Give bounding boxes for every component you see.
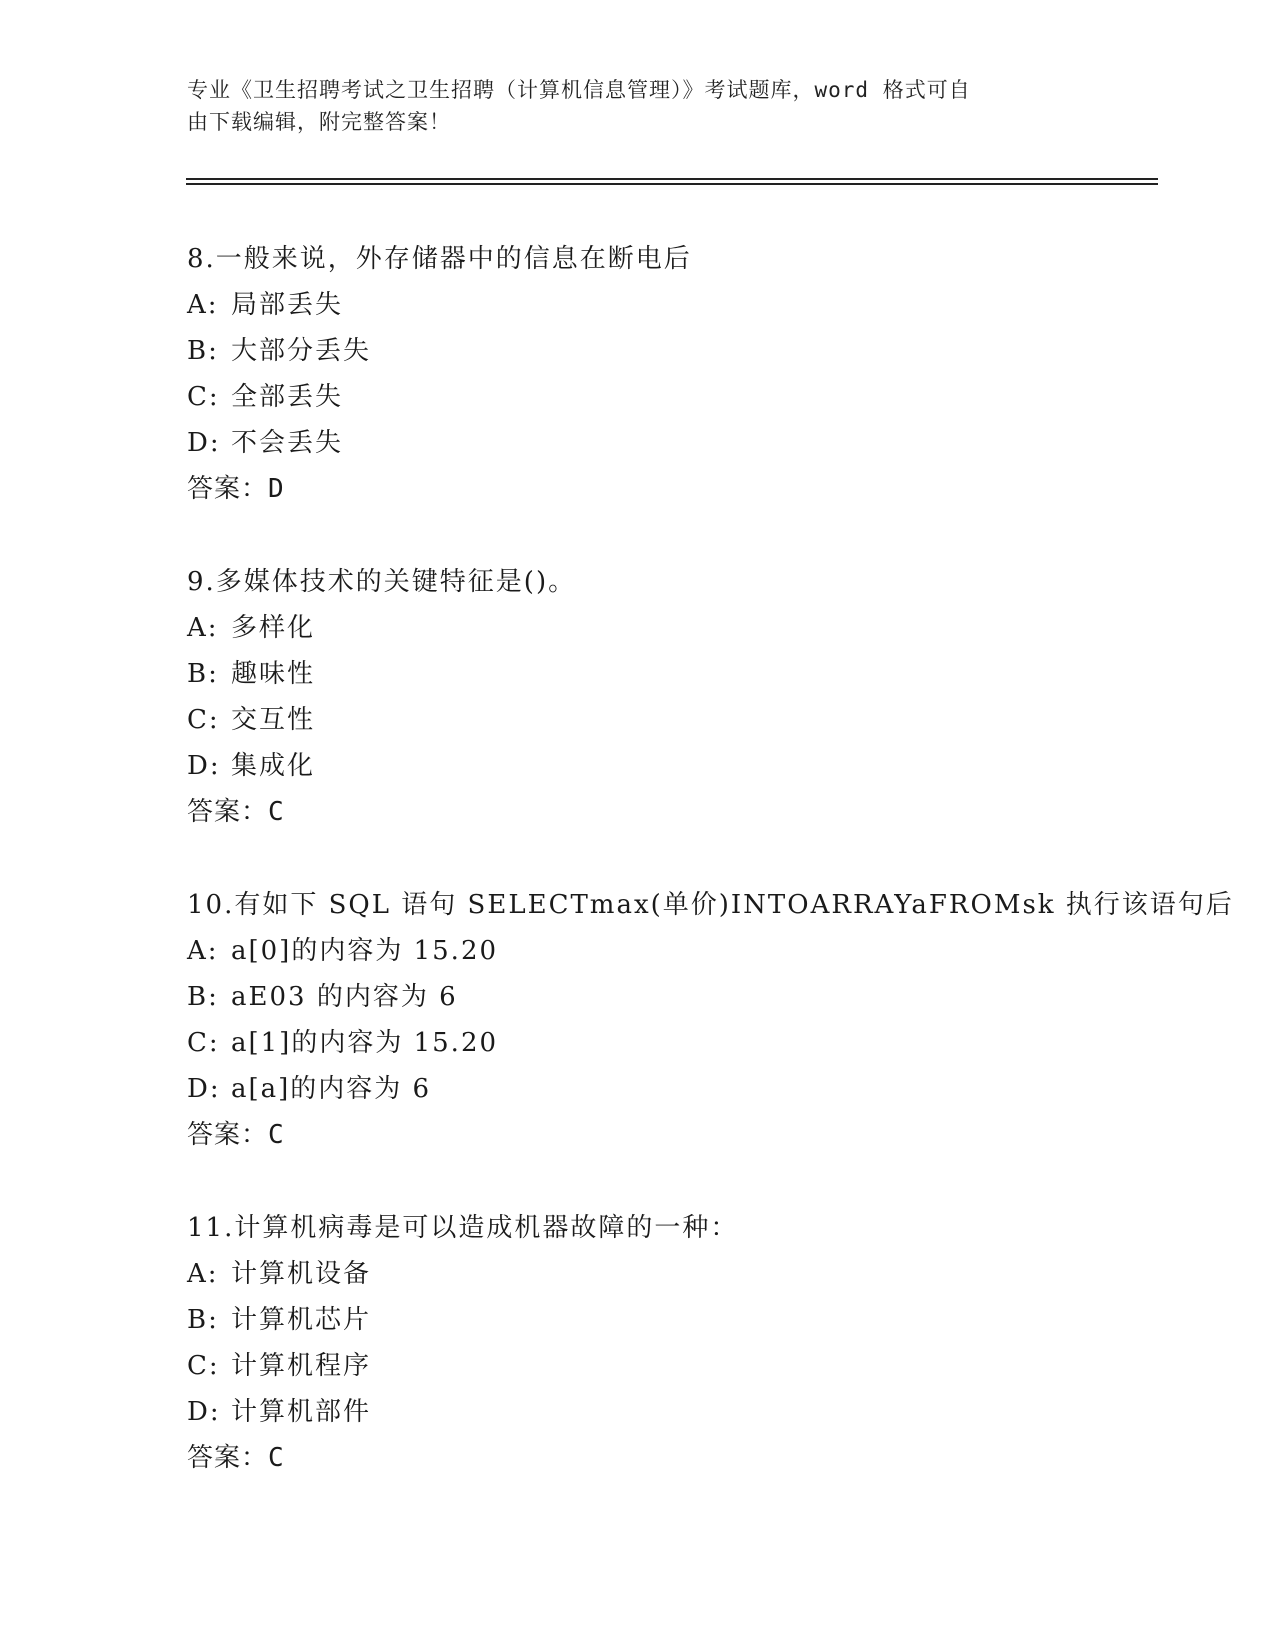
- option-d: [187, 420, 1147, 466]
- option-text: 多样化: [231, 613, 316, 643]
- option-text: 计算机程序: [231, 1351, 372, 1381]
- answer-value: C: [268, 1120, 285, 1150]
- question-text: 10.有如下 SQL 语句 SELECTmax(单价)INTOARRAYaFROMsk 执行该语句后: [187, 890, 1234, 920]
- option-key: B:: [187, 982, 219, 1012]
- option-key: A:: [187, 936, 219, 966]
- header-divider-bottom: [186, 183, 1158, 185]
- answer-label: 答案：: [187, 1120, 269, 1150]
- option-key: A:: [187, 1259, 219, 1289]
- option-key: C:: [187, 1028, 220, 1058]
- option-c: [187, 1343, 1147, 1389]
- option-text: 全部丢失: [231, 382, 344, 412]
- option-a: [187, 1251, 1147, 1297]
- question-text: 8.一般来说，外存储器中的信息在断电后: [187, 244, 692, 274]
- question-10: [187, 882, 1234, 1158]
- answer-line: [187, 789, 1147, 835]
- header-line-2: 由下载编辑，附完整答案！: [187, 110, 451, 134]
- option-key: C:: [187, 382, 220, 412]
- option-key: D:: [187, 428, 221, 458]
- option-text: a[1]的内容为 15.20: [231, 1028, 499, 1058]
- answer-label: 答案：: [187, 797, 269, 827]
- option-text: 局部丢失: [231, 290, 344, 320]
- question-8: [187, 236, 1147, 512]
- answer-label: 答案：: [187, 474, 269, 504]
- option-text: 计算机部件: [231, 1397, 372, 1427]
- question-11: [187, 1205, 1147, 1481]
- option-b: [187, 328, 1147, 374]
- option-text: 计算机芯片: [231, 1305, 372, 1335]
- option-text: a[0]的内容为 15.20: [231, 936, 499, 966]
- option-c: [187, 374, 1147, 420]
- question-text: 9.多媒体技术的关键特征是()。: [187, 567, 577, 597]
- option-text: 趣味性: [231, 659, 316, 689]
- option-key: C:: [187, 1351, 220, 1381]
- option-a: [187, 928, 1147, 974]
- answer-line: [187, 466, 1147, 512]
- option-d: [187, 1389, 1147, 1435]
- option-key: B:: [187, 1305, 219, 1335]
- answer-value: C: [268, 1443, 285, 1473]
- option-text: 大部分丢失: [231, 336, 372, 366]
- answer-label: 答案：: [187, 1443, 269, 1473]
- header-line-1: 专业《卫生招聘考试之卫生招聘（计算机信息管理）》考试题库，word 格式可自: [187, 78, 971, 102]
- answer-value: D: [268, 474, 285, 504]
- answer-line: [187, 1112, 1147, 1158]
- option-c: [187, 697, 1147, 743]
- option-text: 交互性: [231, 705, 316, 735]
- option-text: 不会丢失: [231, 428, 344, 458]
- option-key: D:: [187, 1397, 221, 1427]
- option-key: D:: [187, 751, 221, 781]
- document-header: [187, 74, 1067, 138]
- option-text: a[a]的内容为 6: [231, 1074, 432, 1104]
- option-key: A:: [187, 613, 219, 643]
- option-a: [187, 605, 1147, 651]
- header-divider-top: [186, 178, 1158, 180]
- option-text: 计算机设备: [231, 1259, 372, 1289]
- option-text: aE03 的内容为 6: [231, 982, 458, 1012]
- option-c: [187, 1020, 1147, 1066]
- option-b: [187, 651, 1147, 697]
- option-b: [187, 974, 1147, 1020]
- option-d: [187, 1066, 1147, 1112]
- option-text: 集成化: [231, 751, 316, 781]
- option-a: [187, 282, 1147, 328]
- option-key: B:: [187, 659, 219, 689]
- answer-value: C: [268, 797, 285, 827]
- answer-line: [187, 1435, 1147, 1481]
- option-key: C:: [187, 705, 220, 735]
- question-list: [187, 236, 1234, 1528]
- option-key: D:: [187, 1074, 221, 1104]
- option-b: [187, 1297, 1147, 1343]
- question-text: 11.计算机病毒是可以造成机器故障的一种：: [187, 1213, 739, 1243]
- option-key: B:: [187, 336, 219, 366]
- option-d: [187, 743, 1147, 789]
- option-key: A:: [187, 290, 219, 320]
- question-9: [187, 559, 1147, 835]
